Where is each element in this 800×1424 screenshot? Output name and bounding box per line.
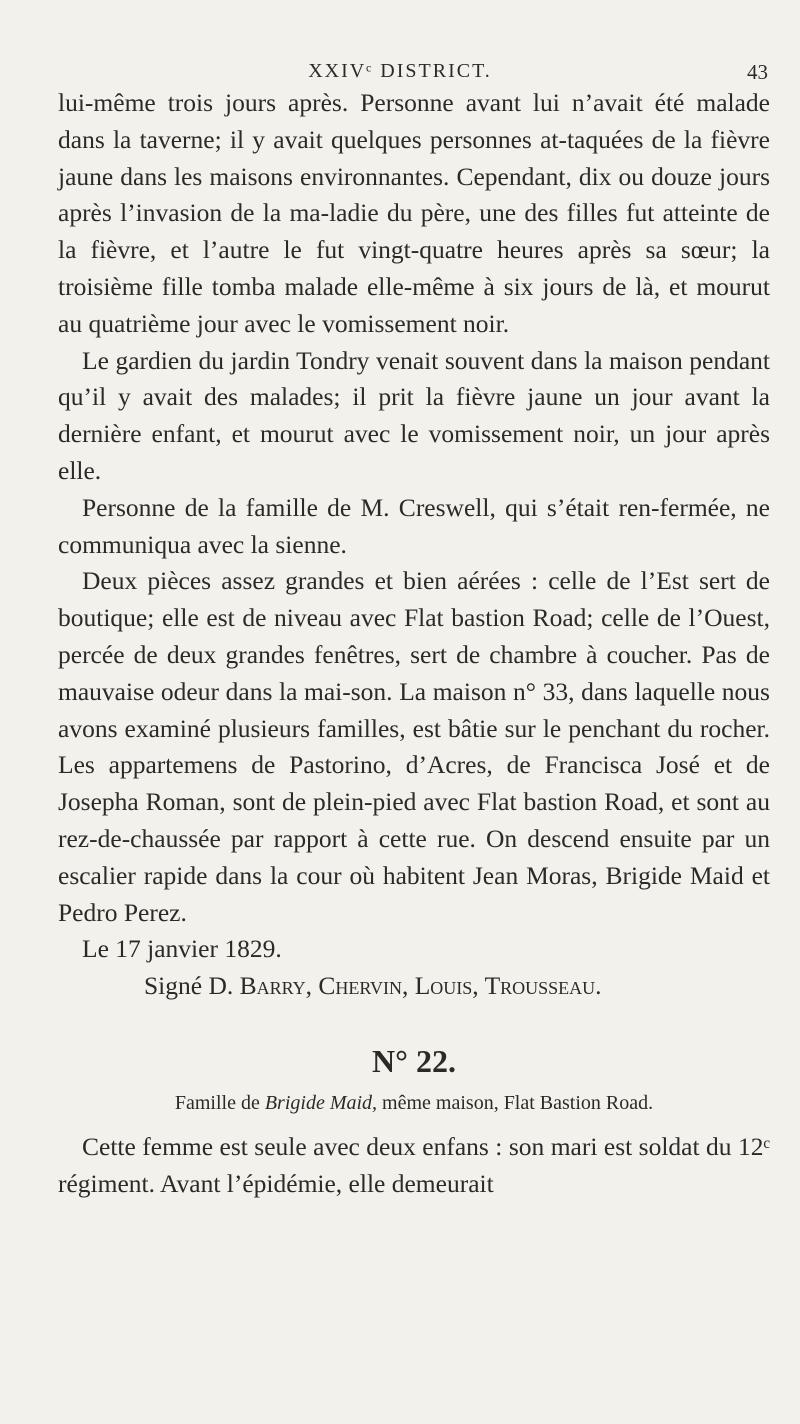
paragraph-1: lui-même trois jours après. Personne avant lui n’avait été malade dans la taverne; il y avait quelques personnes at-taquées de la fièvre jaune dans les maisons environnantes. Cependant, dix ou douze jours après l’invasion de la ma-ladie du père, une des filles fut atteinte de la fièvre, et l’autre le fut vingt-quatre heures après sa sœur; la troisième fille tomba malade elle-même à six jours de là, et mourut au quatrième jour avec le vomissement noir.	[58, 88, 770, 338]
signature-line	[58, 968, 770, 1005]
page-number: 43	[747, 60, 768, 84]
section-number: N° 22.	[372, 1042, 456, 1079]
caption-name: Brigide Maid,	[264, 1091, 378, 1114]
paragraph-3: Personne de la famille de M. Creswell, qui s’était ren-fermée, ne communiqua avec la sienne.	[58, 492, 770, 559]
date-line: Le 17 janvier 1829.	[82, 934, 282, 964]
caption-suffix: même maison, Flat Bastion Road.	[382, 1091, 654, 1114]
caption-prefix: Famille de	[174, 1091, 260, 1114]
closing-paragraph: Cette femme est seule avec deux enfans : son mari est soldat du 12ᶜ régiment. Avant l’épidémie, elle demeurait	[58, 1131, 770, 1198]
section-caption	[58, 1089, 770, 1117]
signature-prefix: Signé D.	[144, 971, 234, 1001]
signature-names: Barry, Chervin, Louis, Trousseau.	[239, 971, 602, 1001]
paragraph-2: Le gardien du jardin Tondry venait souvent dans la maison pendant qu’il y avait des malades; il prit la fièvre jaune un jour avant la dernière enfant, et mourut avec le vomissement noir, un jour après elle.	[58, 345, 770, 485]
running-head: XXIVᶜ DISTRICT.	[308, 60, 492, 82]
body-text	[58, 85, 770, 1203]
paragraph-4: Deux pièces assez grandes et bien aérées : celle de l’Est sert de boutique; elle est de niveau avec Flat bastion Road; celle de l’Ouest, percée de deux grandes fenêtres, sert de chambre à coucher. Pas de mauvaise odeur dans la mai-son. La maison n° 33, dans laquelle nous avons examiné plusieurs familles, est bâtie sur le penchant du rocher. Les appartemens de Pastorino, d’Acres, de Francisca José et de Josepha Roman, sont de plein-pied avec Flat bastion Road, et sont au rez-de-chaussée par rapport à cette rue. On descend ensuite par un escalier rapide dans la cour où habitent Jean Moras, Brigide Maid et Pedro Perez.	[58, 566, 770, 927]
